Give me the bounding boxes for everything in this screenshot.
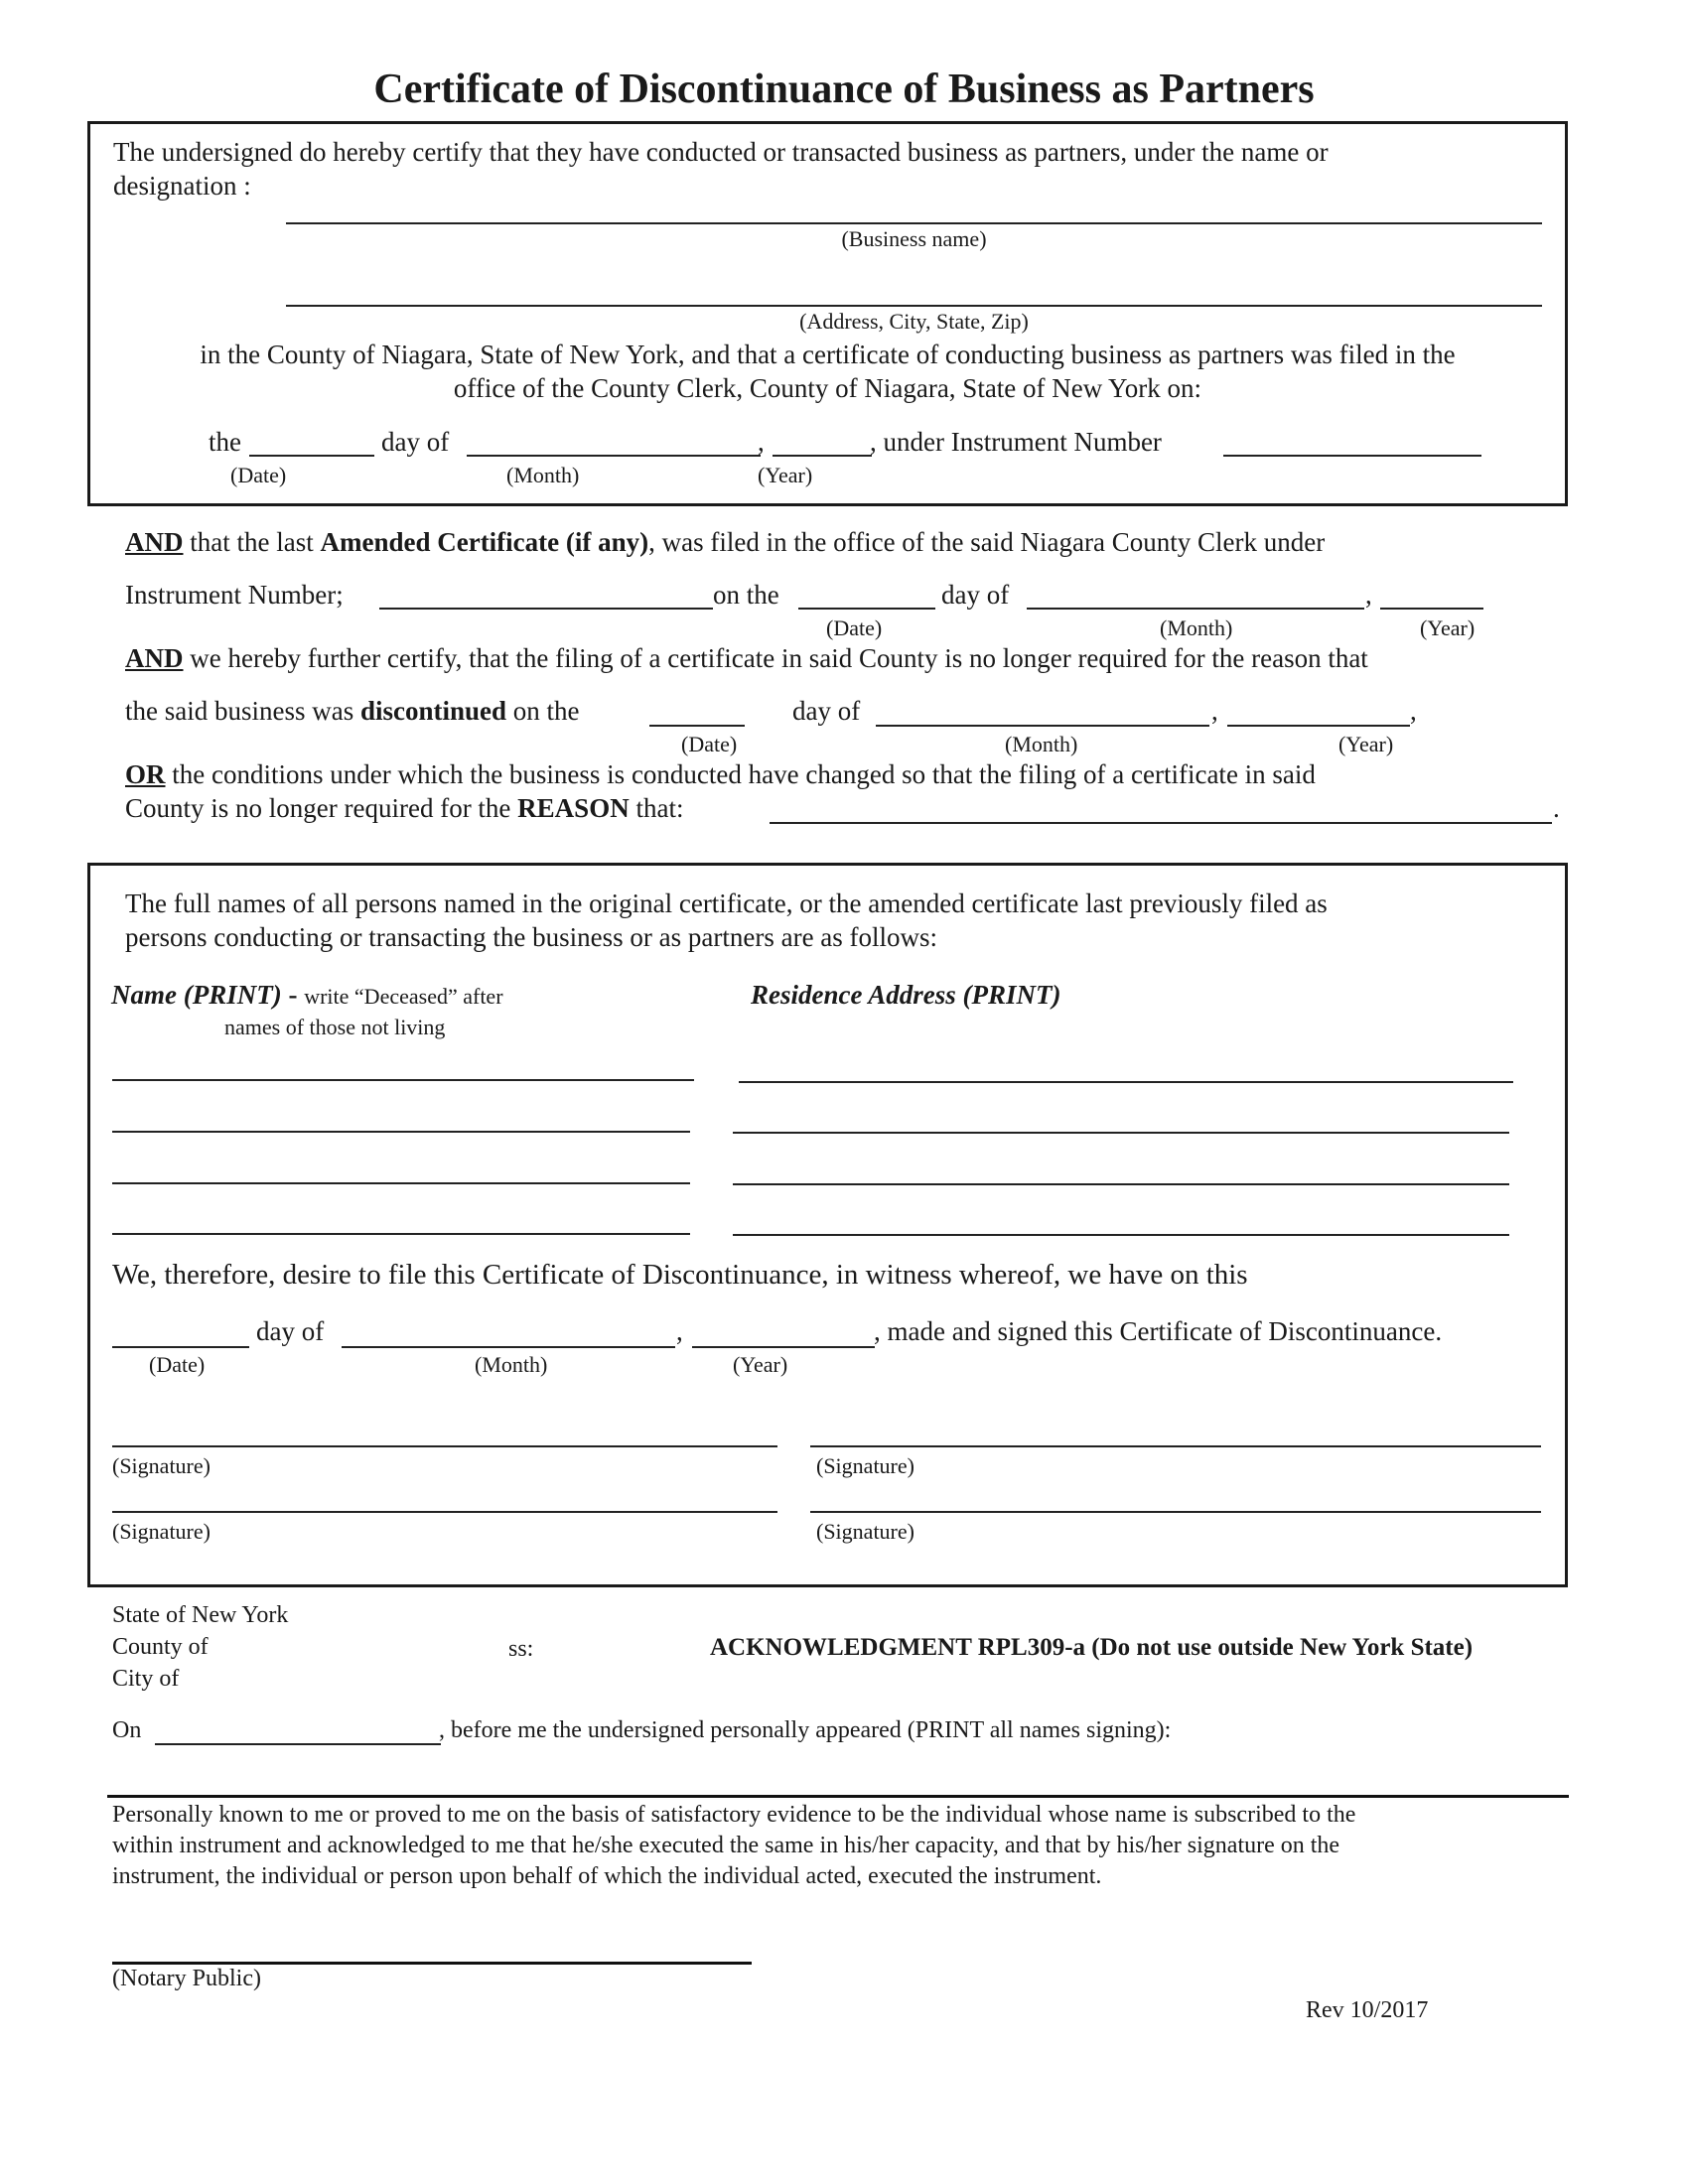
filed-month-field[interactable] [467, 455, 761, 457]
day-of-text: day of [381, 427, 450, 457]
date-label-3: (Date) [681, 732, 738, 756]
and-label: AND [125, 527, 184, 557]
business-name-field[interactable] [286, 222, 1542, 224]
amended-certificate-text [125, 527, 1325, 558]
business-name-label: (Business name) [841, 226, 987, 251]
amended-pre: that the last [183, 527, 321, 557]
amended-bold: Amended Certificate (if any) [320, 527, 649, 557]
and-label-2: AND [125, 643, 184, 673]
date-label-4: (Date) [149, 1352, 206, 1377]
signature-label-3: (Signature) [112, 1519, 211, 1544]
month-label-4: (Month) [475, 1352, 548, 1377]
amended-instrument-field[interactable] [379, 608, 713, 610]
witness-text: We, therefore, desire to file this Certificate of Discontinuance, in witness whereof, we have on this [112, 1259, 1248, 1291]
date-label-2: (Date) [826, 615, 883, 640]
name-heading-row [111, 980, 503, 1011]
reason-bold: REASON [517, 793, 630, 823]
dash: - [281, 980, 305, 1010]
comma-2: , [1365, 580, 1372, 610]
day-of-text-4: day of [256, 1316, 325, 1346]
notary-signature-field[interactable] [112, 1962, 752, 1965]
name-note: write “Deceased” after [304, 984, 503, 1009]
signature-label-4: (Signature) [816, 1519, 914, 1544]
signature-field-2[interactable] [810, 1445, 1541, 1447]
name-note-2: names of those not living [224, 1015, 446, 1039]
month-label-3: (Month) [1005, 732, 1078, 756]
reason-text [125, 793, 683, 824]
partner-address-field-4[interactable] [733, 1234, 1509, 1236]
on-the-text: on the [713, 580, 779, 610]
signature-field-4[interactable] [810, 1511, 1541, 1513]
partner-address-field-1[interactable] [739, 1081, 1513, 1083]
full-names-text: The full names of all persons named in the original certificate, or the amended certificate last previously filed as [125, 888, 1328, 918]
discontinued-bold: discontinued [359, 696, 507, 726]
conditions-text [125, 759, 1316, 790]
acknowledgment-heading: ACKNOWLEDGMENT RPL309-a (Do not use outside New York State) [710, 1634, 1474, 1661]
partner-address-field-3[interactable] [733, 1183, 1509, 1185]
reason-field[interactable] [770, 822, 1552, 824]
year-label-2: (Year) [1420, 615, 1476, 640]
address-field[interactable] [286, 305, 1542, 307]
signature-field-3[interactable] [112, 1511, 777, 1513]
conditions: the conditions under which the business is conducted have changed so that the filing of a certificate in said [165, 759, 1316, 789]
acknowledgment-date-field[interactable] [155, 1743, 441, 1745]
under-instrument-text: , under Instrument Number [870, 427, 1162, 457]
residence-heading: Residence Address (PRINT) [751, 980, 1061, 1010]
period: . [1553, 793, 1560, 823]
partner-name-field-3[interactable] [112, 1182, 690, 1184]
witness-date-field[interactable] [112, 1346, 249, 1348]
signature-label-1: (Signature) [112, 1453, 211, 1478]
address-label: (Address, City, State, Zip) [799, 309, 1029, 334]
partner-address-field-2[interactable] [733, 1132, 1509, 1134]
year-label: (Year) [758, 463, 813, 487]
state-text: State of New York [112, 1602, 289, 1628]
day-of-text-3: day of [792, 696, 861, 726]
day-of-text-2: day of [941, 580, 1010, 610]
signature-label-2: (Signature) [816, 1453, 914, 1478]
notary-label: (Notary Public) [112, 1966, 261, 1991]
said-business: the said business was [125, 696, 360, 726]
amended-date-field[interactable] [798, 608, 935, 610]
signature-field-1[interactable] [112, 1445, 777, 1447]
instrument-number-text: Instrument Number; [125, 580, 344, 610]
personally-known-text-3: instrument, the individual or person upon behalf of which the individual acted, executed the instrument. [112, 1863, 1102, 1889]
personally-known-text-2: within instrument and acknowledged to me that he/she executed the same in his/her capacity, and that by his/her signature on the [112, 1833, 1340, 1858]
further-certify-text [125, 643, 1368, 674]
year-label-3: (Year) [1338, 732, 1394, 756]
intro-text-2: designation : [113, 171, 251, 201]
filed-date-field[interactable] [249, 455, 374, 457]
month-label: (Month) [506, 463, 580, 487]
the-text: the [209, 427, 241, 457]
instrument-number-field[interactable] [1223, 455, 1481, 457]
city-of-text: City of [112, 1666, 180, 1692]
further-certify: we hereby further certify, that the filing of a certificate in said County is no longer required for the reason that [183, 643, 1368, 673]
page-title: Certificate of Discontinuance of Business as Partners [373, 67, 1315, 112]
partner-name-field-4[interactable] [112, 1233, 690, 1235]
county-no-longer: County is no longer required for the [125, 793, 518, 823]
witness-month-field[interactable] [342, 1346, 675, 1348]
date-label: (Date) [230, 463, 287, 487]
that: that: [629, 793, 684, 823]
personally-known-text: Personally known to me or proved to me on the basis of satisfactory evidence to be the individual whose name is subscribed to the [112, 1802, 1356, 1828]
amended-year-field[interactable] [1380, 608, 1483, 610]
comma-4: , [1410, 696, 1417, 726]
or-label: OR [125, 759, 166, 789]
county-of-text: County of [112, 1634, 209, 1660]
partner-name-field-2[interactable] [112, 1131, 690, 1133]
on-text: On [112, 1717, 142, 1743]
comma-5: , [676, 1316, 683, 1346]
county-text-2: office of the County Clerk, County of Niagara, State of New York on: [453, 373, 1202, 403]
comma-3: , [1211, 696, 1218, 726]
made-signed-text: , made and signed this Certificate of Discontinuance. [874, 1316, 1443, 1346]
intro-text: The undersigned do hereby certify that they have conducted or transacted business as partners, under the name or [113, 137, 1329, 167]
month-label-2: (Month) [1160, 615, 1233, 640]
discontinued-month-field[interactable] [876, 725, 1209, 727]
county-text: in the County of Niagara, State of New York, and that a certificate of conducting business as partners was filed in the [200, 340, 1456, 369]
discontinued-date-field[interactable] [649, 725, 745, 727]
before-me-text: , before me the undersigned personally appeared (PRINT all names signing): [439, 1717, 1172, 1743]
partner-name-field-1[interactable] [112, 1079, 694, 1081]
discontinued-year-field[interactable] [1227, 725, 1410, 727]
revision-text: Rev 10/2017 [1306, 1997, 1429, 2023]
amended-month-field[interactable] [1027, 608, 1364, 610]
year-label-4: (Year) [733, 1352, 788, 1377]
on-the-2: on the [506, 696, 580, 726]
witness-year-field[interactable] [692, 1346, 875, 1348]
filed-year-field[interactable] [773, 455, 872, 457]
full-names-text-2: persons conducting or transacting the business or as partners are as follows: [125, 922, 938, 952]
name-heading: Name (PRINT) [111, 980, 282, 1010]
comma: , [758, 427, 765, 457]
discontinued-text [125, 696, 580, 727]
names-signing-field[interactable] [107, 1795, 1569, 1798]
amended-post: , was filed in the office of the said Niagara County Clerk under [648, 527, 1326, 557]
ss-text: ss: [508, 1636, 534, 1662]
